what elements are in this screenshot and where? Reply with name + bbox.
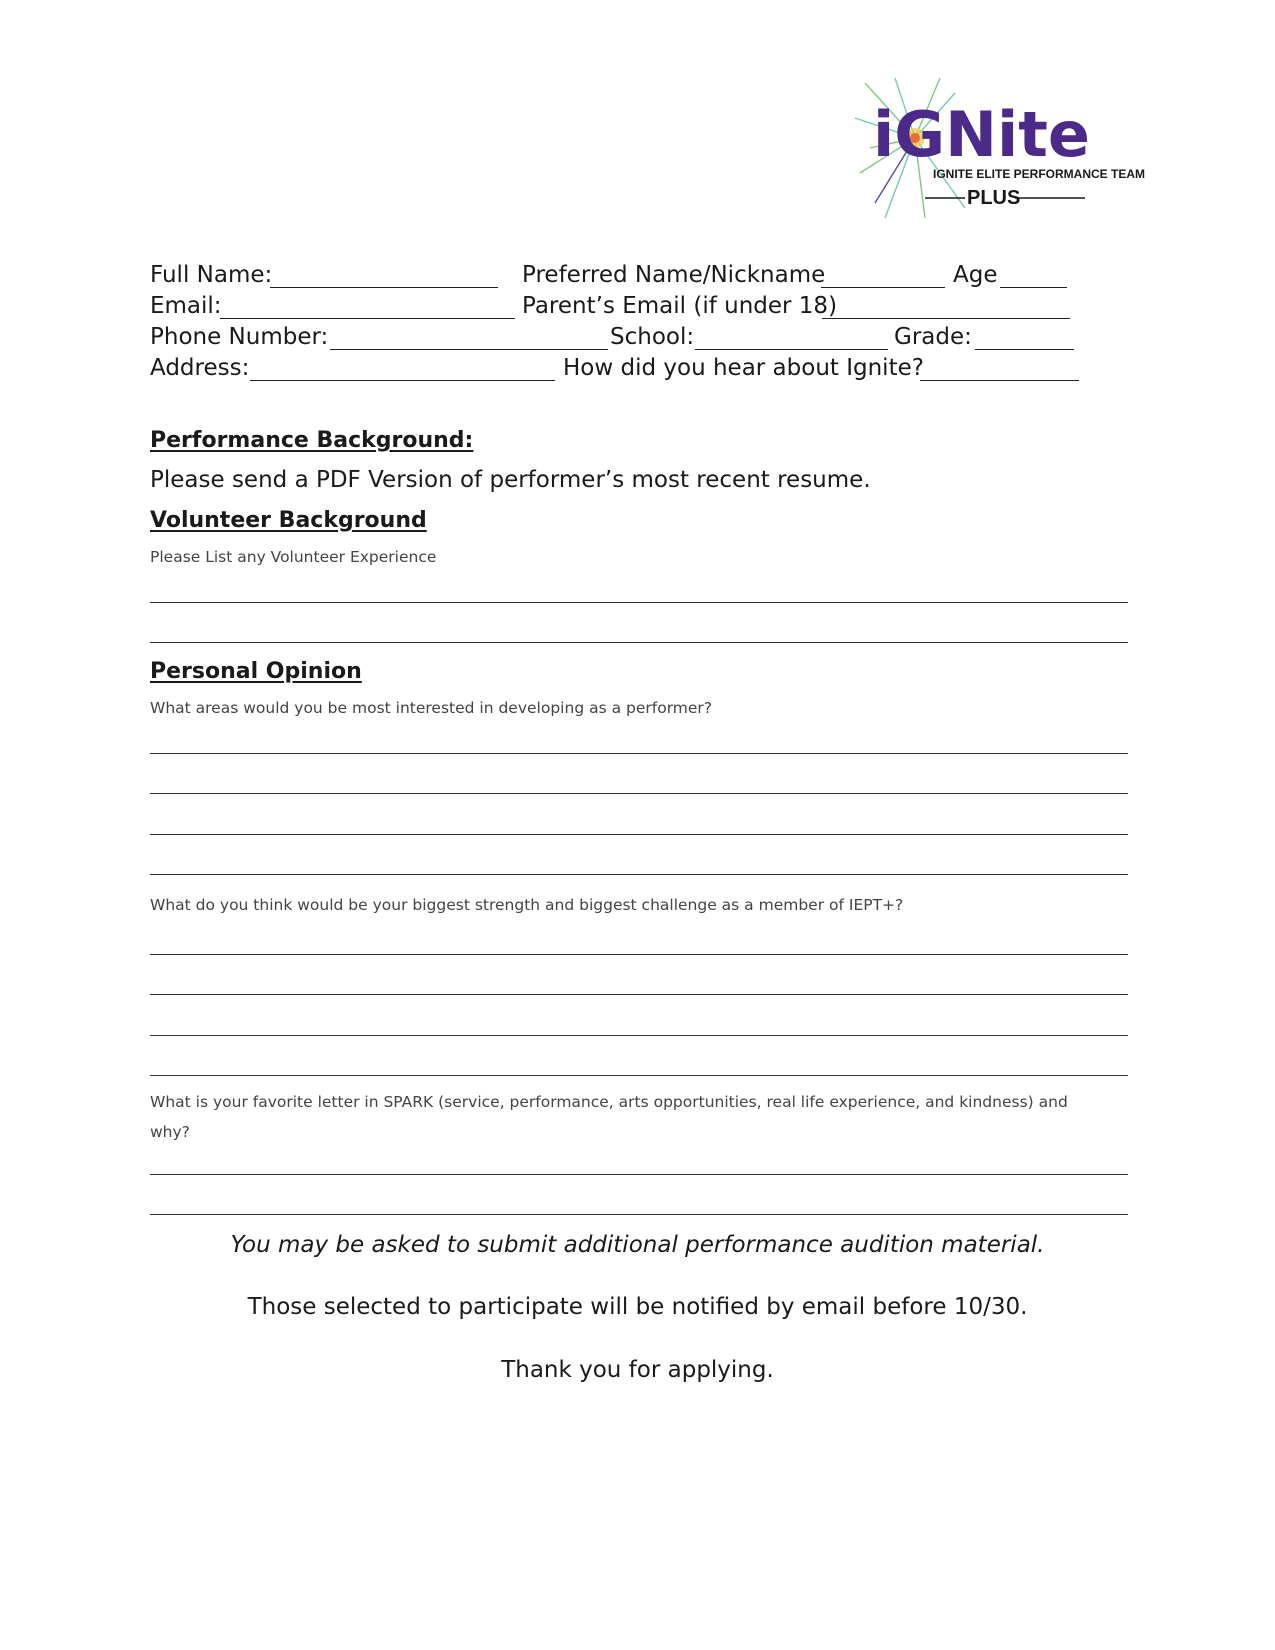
- how-heard-field[interactable]: [920, 380, 1079, 381]
- question-2-answer-line[interactable]: [150, 954, 1128, 955]
- grade-label: Grade:: [894, 324, 972, 350]
- logo-subtitle: IGNITE ELITE PERFORMANCE TEAM: [933, 167, 1146, 181]
- question-1-answer-line[interactable]: [150, 874, 1128, 875]
- volunteer-answer-line[interactable]: [150, 602, 1128, 603]
- how-heard-label: How did you hear about Ignite?: [563, 355, 924, 381]
- notification-note: Those selected to participate will be notified by email before 10/30.: [247, 1294, 1028, 1320]
- question-1-answer-line[interactable]: [150, 753, 1128, 754]
- ignite-logo: [855, 78, 1146, 223]
- age-label: Age: [953, 262, 998, 288]
- opinion-question-3-continued: why?: [150, 1123, 190, 1141]
- personal-opinion-heading: Personal Opinion: [150, 659, 362, 684]
- volunteer-background-heading: Volunteer Background: [150, 508, 427, 533]
- phone-label: Phone Number:: [150, 324, 329, 350]
- email-field[interactable]: [220, 318, 515, 319]
- logo-wordmark: iGNite: [873, 98, 1090, 171]
- question-1-answer-line[interactable]: [150, 793, 1128, 794]
- performance-background-heading: Performance Background:: [150, 428, 474, 453]
- question-3-answer-line[interactable]: [150, 1214, 1128, 1215]
- opinion-question-1: What areas would you be most interested in developing as a performer?: [150, 699, 713, 717]
- ignite-logo-graphic: [855, 78, 1146, 223]
- question-3-answer-line[interactable]: [150, 1174, 1128, 1175]
- full-name-label: Full Name:: [150, 262, 273, 288]
- question-2-answer-line[interactable]: [150, 1035, 1128, 1036]
- question-2-answer-line[interactable]: [150, 1075, 1128, 1076]
- thank-you-note: Thank you for applying.: [501, 1357, 774, 1383]
- question-2-answer-line[interactable]: [150, 994, 1128, 995]
- preferred-name-label: Preferred Name/Nickname: [522, 262, 826, 288]
- email-label: Email:: [150, 293, 222, 319]
- full-name-field[interactable]: [270, 287, 498, 288]
- opinion-question-2: What do you think would be your biggest strength and biggest challenge as a member of IEPT+?: [150, 896, 904, 914]
- grade-field[interactable]: [975, 349, 1074, 350]
- preferred-name-field[interactable]: [821, 287, 945, 288]
- address-label: Address:: [150, 355, 250, 381]
- volunteer-answer-line[interactable]: [150, 642, 1128, 643]
- volunteer-prompt: Please List any Volunteer Experience: [150, 548, 437, 566]
- performance-instructions: Please send a PDF Version of performer’s most recent resume.: [150, 467, 871, 493]
- address-field[interactable]: [250, 380, 555, 381]
- additional-material-note: You may be asked to submit additional performance audition material.: [230, 1232, 1045, 1258]
- school-label: School:: [610, 324, 695, 350]
- phone-field[interactable]: [330, 349, 608, 350]
- logo-plus-tag: PLUS: [967, 187, 1021, 209]
- question-1-answer-line[interactable]: [150, 834, 1128, 835]
- parent-email-field[interactable]: [822, 318, 1070, 319]
- parent-email-label: Parent’s Email (if under 18): [522, 293, 838, 319]
- school-field[interactable]: [695, 349, 888, 350]
- opinion-question-3: What is your favorite letter in SPARK (service, performance, arts opportunities, real life experience, and kindness) and: [150, 1093, 1068, 1111]
- age-field[interactable]: [1000, 287, 1067, 288]
